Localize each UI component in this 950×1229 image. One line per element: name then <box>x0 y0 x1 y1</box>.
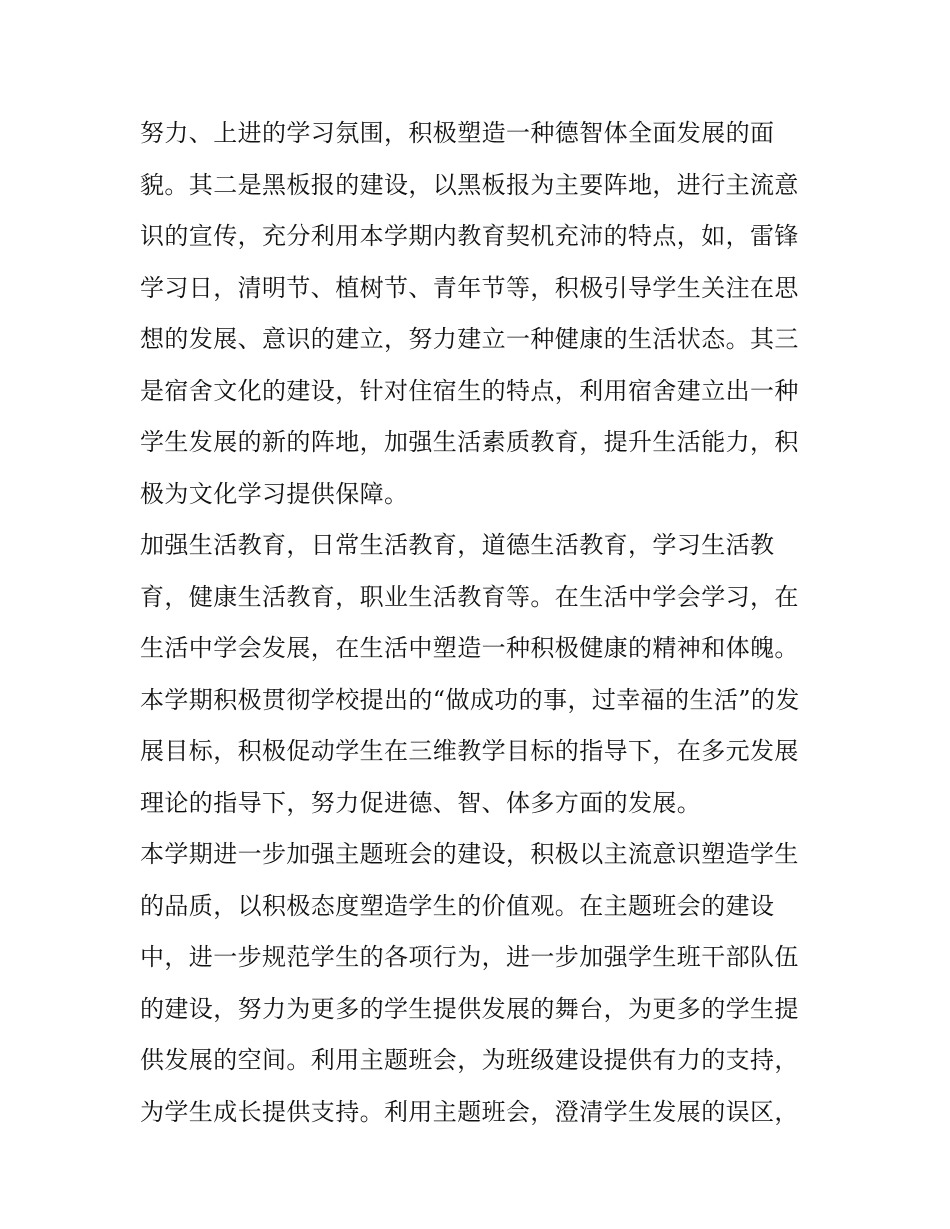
text-line: 育，健康生活教育，职业生活教育等。在生活中学会学习，在 <box>140 582 799 611</box>
text-line: 努力、上进的学习氛围，积极塑造一种德智体全面发展的面 <box>140 119 775 147</box>
text-line: 理论的指导下，努力促进德、智、体多方面的发展。 <box>140 788 702 817</box>
text-line: 本学期积极贯彻学校提出的“做成功的事，过幸福的生活”的发 <box>140 685 800 714</box>
text-line: 极为文化学习提供保障。 <box>140 479 409 508</box>
text-line: 为学生成长提供支持。利用主题班会，澄清学生发展的误区， <box>140 1097 799 1126</box>
text-line: 本学期进一步加强主题班会的建设，积极以主流意识塑造学生 <box>140 840 799 868</box>
text-line: 识的宣传，充分利用本学期内教育契机充沛的特点，如，雷锋 <box>140 222 799 250</box>
body-text <box>140 108 820 1138</box>
text-line: 想的发展、意识的建立，努力建立一种健康的生活状态。其三 <box>140 325 799 353</box>
text-line: 生活中学会发展，在生活中塑造一种积极健康的精神和体魄。 <box>140 634 799 662</box>
text-line: 是宿舍文化的建设，针对住宿生的特点，利用宿舍建立出一种 <box>140 376 799 405</box>
text-line: 供发展的空间。利用主题班会，为班级建设提供有力的支持， <box>140 1046 799 1074</box>
text-line: 中，进一步规范学生的各项行为，进一步加强学生班干部队伍 <box>140 943 799 971</box>
text-line: 学生发展的新的阵地，加强生活素质教育，提升生活能力，积 <box>140 428 799 456</box>
text-line: 的建设，努力为更多的学生提供发展的舞台，为更多的学生提 <box>140 994 799 1023</box>
text-line: 学习日，清明节、植树节、青年节等，积极引导学生关注在思 <box>140 273 799 302</box>
text-line: 展目标，积极促动学生在三维教学目标的指导下，在多元发展 <box>140 737 799 765</box>
text-line: 加强生活教育，日常生活教育，道德生活教育，学习生活教 <box>140 531 775 559</box>
text-line: 貌。其二是黑板报的建设，以黑板报为主要阵地，进行主流意 <box>140 170 799 199</box>
text-line: 的品质，以积极态度塑造学生的价值观。在主题班会的建设 <box>140 891 775 920</box>
